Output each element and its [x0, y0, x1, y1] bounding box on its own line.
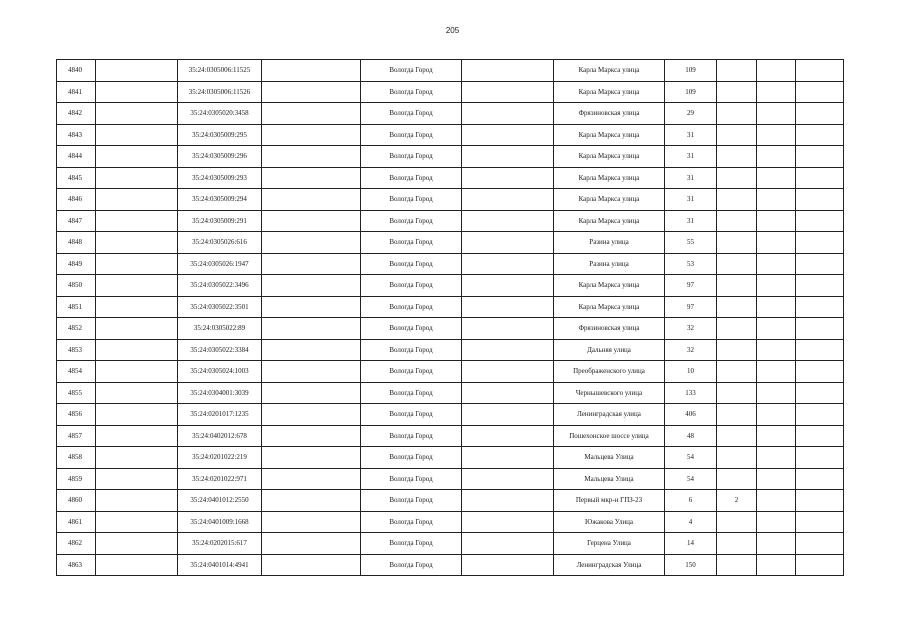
empty-cell [462, 490, 554, 512]
cadastral-number-cell: 35:24:0305022:3384 [178, 339, 262, 361]
row-number-cell: 4855 [57, 382, 96, 404]
cadastral-number-cell: 35:24:0201022:219 [178, 447, 262, 469]
empty-cell [796, 210, 844, 232]
empty-cell [462, 232, 554, 254]
house-number-cell: 109 [665, 81, 717, 103]
row-number-cell: 4858 [57, 447, 96, 469]
street-cell: Карла Маркса улица [554, 189, 665, 211]
table-row [57, 554, 844, 576]
house-number-cell: 406 [665, 404, 717, 426]
empty-cell [462, 296, 554, 318]
house-number-cell: 6 [665, 490, 717, 512]
table-row [57, 232, 844, 254]
street-cell: Южакова Улица [554, 511, 665, 533]
street-cell: Фрязиновская улица [554, 318, 665, 340]
row-number-cell: 4859 [57, 468, 96, 490]
house-number-cell: 31 [665, 124, 717, 146]
empty-cell [96, 404, 178, 426]
empty-cell [462, 318, 554, 340]
cadastral-number-cell: 35:24:0305026:616 [178, 232, 262, 254]
empty-cell [96, 447, 178, 469]
house-number-cell: 32 [665, 318, 717, 340]
empty-cell [757, 189, 796, 211]
table-row [57, 318, 844, 340]
empty-cell [462, 275, 554, 297]
street-cell: Карла Маркса улица [554, 146, 665, 168]
table-row [57, 103, 844, 125]
cadastral-number-cell: 35:24:0401014:4941 [178, 554, 262, 576]
street-cell: Преображенского улица [554, 361, 665, 383]
empty-cell [462, 189, 554, 211]
empty-cell [262, 511, 361, 533]
house-number-cell: 31 [665, 210, 717, 232]
building-number-cell [717, 81, 757, 103]
empty-cell [262, 404, 361, 426]
empty-cell [796, 468, 844, 490]
city-cell: Вологда Город [361, 124, 462, 146]
empty-cell [462, 167, 554, 189]
empty-cell [462, 124, 554, 146]
row-number-cell: 4854 [57, 361, 96, 383]
house-number-cell: 97 [665, 275, 717, 297]
city-cell: Вологда Город [361, 554, 462, 576]
empty-cell [462, 447, 554, 469]
empty-cell [262, 318, 361, 340]
empty-cell [262, 253, 361, 275]
empty-cell [96, 275, 178, 297]
cadastral-number-cell: 35:24:0305026:1947 [178, 253, 262, 275]
table-row [57, 60, 844, 82]
empty-cell [96, 382, 178, 404]
street-cell: Карла Маркса улица [554, 124, 665, 146]
cadastral-number-cell: 35:24:0201022:971 [178, 468, 262, 490]
street-cell: Ленинградская Улица [554, 554, 665, 576]
empty-cell [757, 468, 796, 490]
building-number-cell [717, 60, 757, 82]
empty-cell [757, 60, 796, 82]
city-cell: Вологда Город [361, 232, 462, 254]
empty-cell [462, 103, 554, 125]
cadastral-number-cell: 35:24:0305009:291 [178, 210, 262, 232]
house-number-cell: 4 [665, 511, 717, 533]
building-number-cell [717, 382, 757, 404]
house-number-cell: 29 [665, 103, 717, 125]
house-number-cell: 53 [665, 253, 717, 275]
empty-cell [796, 382, 844, 404]
empty-cell [796, 404, 844, 426]
empty-cell [96, 60, 178, 82]
empty-cell [96, 232, 178, 254]
empty-cell [262, 339, 361, 361]
city-cell: Вологда Город [361, 81, 462, 103]
empty-cell [96, 189, 178, 211]
empty-cell [796, 447, 844, 469]
empty-cell [796, 167, 844, 189]
street-cell: Карла Маркса улица [554, 81, 665, 103]
empty-cell [796, 554, 844, 576]
cadastral-number-cell: 35:24:0305009:295 [178, 124, 262, 146]
table-row [57, 253, 844, 275]
row-number-cell: 4849 [57, 253, 96, 275]
street-cell: Разина улица [554, 232, 665, 254]
city-cell: Вологда Город [361, 103, 462, 125]
building-number-cell [717, 404, 757, 426]
empty-cell [96, 339, 178, 361]
city-cell: Вологда Город [361, 318, 462, 340]
empty-cell [262, 382, 361, 404]
empty-cell [757, 296, 796, 318]
table-row [57, 404, 844, 426]
empty-cell [262, 103, 361, 125]
empty-cell [262, 447, 361, 469]
cadastral-number-cell: 35:24:0305022:89 [178, 318, 262, 340]
row-number-cell: 4844 [57, 146, 96, 168]
empty-cell [757, 167, 796, 189]
city-cell: Вологда Город [361, 339, 462, 361]
street-cell: Чернышевского улица [554, 382, 665, 404]
table-row [57, 189, 844, 211]
table-row [57, 425, 844, 447]
building-number-cell [717, 146, 757, 168]
table-body [57, 60, 844, 576]
street-cell: Первый мкр-н ГПЗ-23 [554, 490, 665, 512]
table-row [57, 146, 844, 168]
empty-cell [96, 103, 178, 125]
empty-cell [757, 490, 796, 512]
empty-cell [757, 511, 796, 533]
row-number-cell: 4845 [57, 167, 96, 189]
cadastral-number-cell: 35:24:0305022:3501 [178, 296, 262, 318]
building-number-cell [717, 275, 757, 297]
table-row [57, 382, 844, 404]
row-number-cell: 4853 [57, 339, 96, 361]
empty-cell [796, 296, 844, 318]
table-row [57, 124, 844, 146]
building-number-cell [717, 554, 757, 576]
street-cell: Карла Маркса улица [554, 210, 665, 232]
table-row [57, 81, 844, 103]
empty-cell [796, 253, 844, 275]
street-cell: Фрязиновская улица [554, 103, 665, 125]
empty-cell [262, 232, 361, 254]
empty-cell [96, 210, 178, 232]
city-cell: Вологда Город [361, 447, 462, 469]
empty-cell [462, 60, 554, 82]
empty-cell [796, 533, 844, 555]
empty-cell [796, 81, 844, 103]
empty-cell [796, 146, 844, 168]
table-row [57, 296, 844, 318]
empty-cell [462, 253, 554, 275]
empty-cell [796, 339, 844, 361]
empty-cell [96, 296, 178, 318]
street-cell: Разина улица [554, 253, 665, 275]
cadastral-number-cell: 35:24:0402012:678 [178, 425, 262, 447]
house-number-cell: 150 [665, 554, 717, 576]
empty-cell [262, 468, 361, 490]
empty-cell [262, 296, 361, 318]
empty-cell [462, 533, 554, 555]
row-number-cell: 4856 [57, 404, 96, 426]
empty-cell [796, 232, 844, 254]
empty-cell [96, 167, 178, 189]
city-cell: Вологда Город [361, 490, 462, 512]
building-number-cell [717, 167, 757, 189]
row-number-cell: 4840 [57, 60, 96, 82]
city-cell: Вологда Город [361, 533, 462, 555]
city-cell: Вологда Город [361, 361, 462, 383]
street-cell: Дальняя улица [554, 339, 665, 361]
street-cell: Пошехонское шоссе улица [554, 425, 665, 447]
empty-cell [757, 382, 796, 404]
house-number-cell: 10 [665, 361, 717, 383]
empty-cell [262, 189, 361, 211]
empty-cell [262, 146, 361, 168]
house-number-cell: 48 [665, 425, 717, 447]
page-number: 205 [445, 26, 460, 35]
building-number-cell [717, 103, 757, 125]
row-number-cell: 4861 [57, 511, 96, 533]
row-number-cell: 4857 [57, 425, 96, 447]
table-row [57, 490, 844, 512]
empty-cell [262, 124, 361, 146]
table-row [57, 468, 844, 490]
empty-cell [262, 554, 361, 576]
building-number-cell [717, 468, 757, 490]
city-cell: Вологда Город [361, 404, 462, 426]
empty-cell [262, 490, 361, 512]
empty-cell [796, 318, 844, 340]
empty-cell [462, 210, 554, 232]
city-cell: Вологда Город [361, 296, 462, 318]
empty-cell [96, 490, 178, 512]
empty-cell [462, 511, 554, 533]
house-number-cell: 55 [665, 232, 717, 254]
building-number-cell [717, 189, 757, 211]
empty-cell [757, 533, 796, 555]
empty-cell [796, 490, 844, 512]
empty-cell [462, 425, 554, 447]
building-number-cell [717, 533, 757, 555]
street-cell: Карла Маркса улица [554, 275, 665, 297]
empty-cell [757, 210, 796, 232]
empty-cell [262, 210, 361, 232]
empty-cell [757, 103, 796, 125]
row-number-cell: 4851 [57, 296, 96, 318]
empty-cell [262, 81, 361, 103]
table-row [57, 361, 844, 383]
empty-cell [757, 554, 796, 576]
row-number-cell: 4850 [57, 275, 96, 297]
house-number-cell: 97 [665, 296, 717, 318]
building-number-cell: 2 [717, 490, 757, 512]
house-number-cell: 31 [665, 146, 717, 168]
empty-cell [757, 404, 796, 426]
empty-cell [462, 361, 554, 383]
empty-cell [796, 275, 844, 297]
cadastral-number-cell: 35:24:0401009:1668 [178, 511, 262, 533]
city-cell: Вологда Город [361, 146, 462, 168]
table-row [57, 210, 844, 232]
empty-cell [757, 361, 796, 383]
table-row [57, 167, 844, 189]
empty-cell [262, 425, 361, 447]
empty-cell [796, 511, 844, 533]
empty-cell [96, 146, 178, 168]
row-number-cell: 4852 [57, 318, 96, 340]
city-cell: Вологда Город [361, 210, 462, 232]
empty-cell [462, 554, 554, 576]
city-cell: Вологда Город [361, 167, 462, 189]
empty-cell [262, 275, 361, 297]
city-cell: Вологда Город [361, 382, 462, 404]
empty-cell [462, 81, 554, 103]
table-row [57, 275, 844, 297]
cadastral-number-cell: 35:24:0305009:293 [178, 167, 262, 189]
empty-cell [757, 447, 796, 469]
empty-cell [757, 146, 796, 168]
street-cell: Ленинградская улица [554, 404, 665, 426]
building-number-cell [717, 232, 757, 254]
empty-cell [96, 468, 178, 490]
table-row [57, 511, 844, 533]
cadastral-number-cell: 35:24:0305009:296 [178, 146, 262, 168]
empty-cell [796, 60, 844, 82]
building-number-cell [717, 425, 757, 447]
cadastral-number-cell: 35:24:0305009:294 [178, 189, 262, 211]
house-number-cell: 133 [665, 382, 717, 404]
cadastral-number-cell: 35:24:0304001:3039 [178, 382, 262, 404]
street-cell: Мальцева Улица [554, 447, 665, 469]
empty-cell [96, 554, 178, 576]
city-cell: Вологда Город [361, 425, 462, 447]
row-number-cell: 4863 [57, 554, 96, 576]
empty-cell [757, 339, 796, 361]
empty-cell [96, 124, 178, 146]
empty-cell [96, 81, 178, 103]
table-row [57, 447, 844, 469]
city-cell: Вологда Город [361, 275, 462, 297]
empty-cell [796, 103, 844, 125]
building-number-cell [717, 124, 757, 146]
cadastral-number-cell: 35:24:0201017:1235 [178, 404, 262, 426]
cadastral-number-cell: 35:24:0401012:2550 [178, 490, 262, 512]
city-cell: Вологда Город [361, 511, 462, 533]
empty-cell [757, 425, 796, 447]
street-cell: Карла Маркса улица [554, 167, 665, 189]
empty-cell [96, 253, 178, 275]
row-number-cell: 4842 [57, 103, 96, 125]
house-number-cell: 14 [665, 533, 717, 555]
cadastral-number-cell: 35:24:0305006:11525 [178, 60, 262, 82]
empty-cell [262, 361, 361, 383]
house-number-cell: 109 [665, 60, 717, 82]
cadastral-number-cell: 35:24:0305020:3458 [178, 103, 262, 125]
table-row [57, 533, 844, 555]
building-number-cell [717, 361, 757, 383]
row-number-cell: 4860 [57, 490, 96, 512]
empty-cell [796, 425, 844, 447]
empty-cell [796, 189, 844, 211]
empty-cell [262, 60, 361, 82]
cadastral-number-cell: 35:24:0305006:11526 [178, 81, 262, 103]
empty-cell [757, 232, 796, 254]
empty-cell [462, 382, 554, 404]
empty-cell [796, 124, 844, 146]
empty-cell [757, 275, 796, 297]
building-number-cell [717, 210, 757, 232]
house-number-cell: 54 [665, 468, 717, 490]
empty-cell [462, 468, 554, 490]
cadastral-number-cell: 35:24:0305024:1003 [178, 361, 262, 383]
building-number-cell [717, 253, 757, 275]
row-number-cell: 4862 [57, 533, 96, 555]
empty-cell [462, 146, 554, 168]
street-cell: Карла Маркса улица [554, 60, 665, 82]
table-row [57, 339, 844, 361]
cadastral-number-cell: 35:24:0202015:617 [178, 533, 262, 555]
row-number-cell: 4841 [57, 81, 96, 103]
empty-cell [757, 81, 796, 103]
empty-cell [462, 404, 554, 426]
row-number-cell: 4848 [57, 232, 96, 254]
empty-cell [757, 253, 796, 275]
building-number-cell [717, 511, 757, 533]
empty-cell [757, 318, 796, 340]
building-number-cell [717, 318, 757, 340]
house-number-cell: 32 [665, 339, 717, 361]
building-number-cell [717, 296, 757, 318]
empty-cell [796, 361, 844, 383]
row-number-cell: 4843 [57, 124, 96, 146]
cadastral-number-cell: 35:24:0305022:3496 [178, 275, 262, 297]
empty-cell [96, 318, 178, 340]
row-number-cell: 4846 [57, 189, 96, 211]
building-number-cell [717, 339, 757, 361]
house-number-cell: 54 [665, 447, 717, 469]
street-cell: Карла Маркса улица [554, 296, 665, 318]
address-table [56, 59, 844, 576]
empty-cell [96, 533, 178, 555]
house-number-cell: 31 [665, 189, 717, 211]
city-cell: Вологда Город [361, 60, 462, 82]
city-cell: Вологда Город [361, 253, 462, 275]
empty-cell [462, 339, 554, 361]
empty-cell [96, 425, 178, 447]
empty-cell [96, 361, 178, 383]
empty-cell [262, 167, 361, 189]
street-cell: Мальцева Улица [554, 468, 665, 490]
empty-cell [96, 511, 178, 533]
empty-cell [757, 124, 796, 146]
empty-cell [262, 533, 361, 555]
street-cell: Герцена Улица [554, 533, 665, 555]
building-number-cell [717, 447, 757, 469]
row-number-cell: 4847 [57, 210, 96, 232]
city-cell: Вологда Город [361, 189, 462, 211]
house-number-cell: 31 [665, 167, 717, 189]
city-cell: Вологда Город [361, 468, 462, 490]
